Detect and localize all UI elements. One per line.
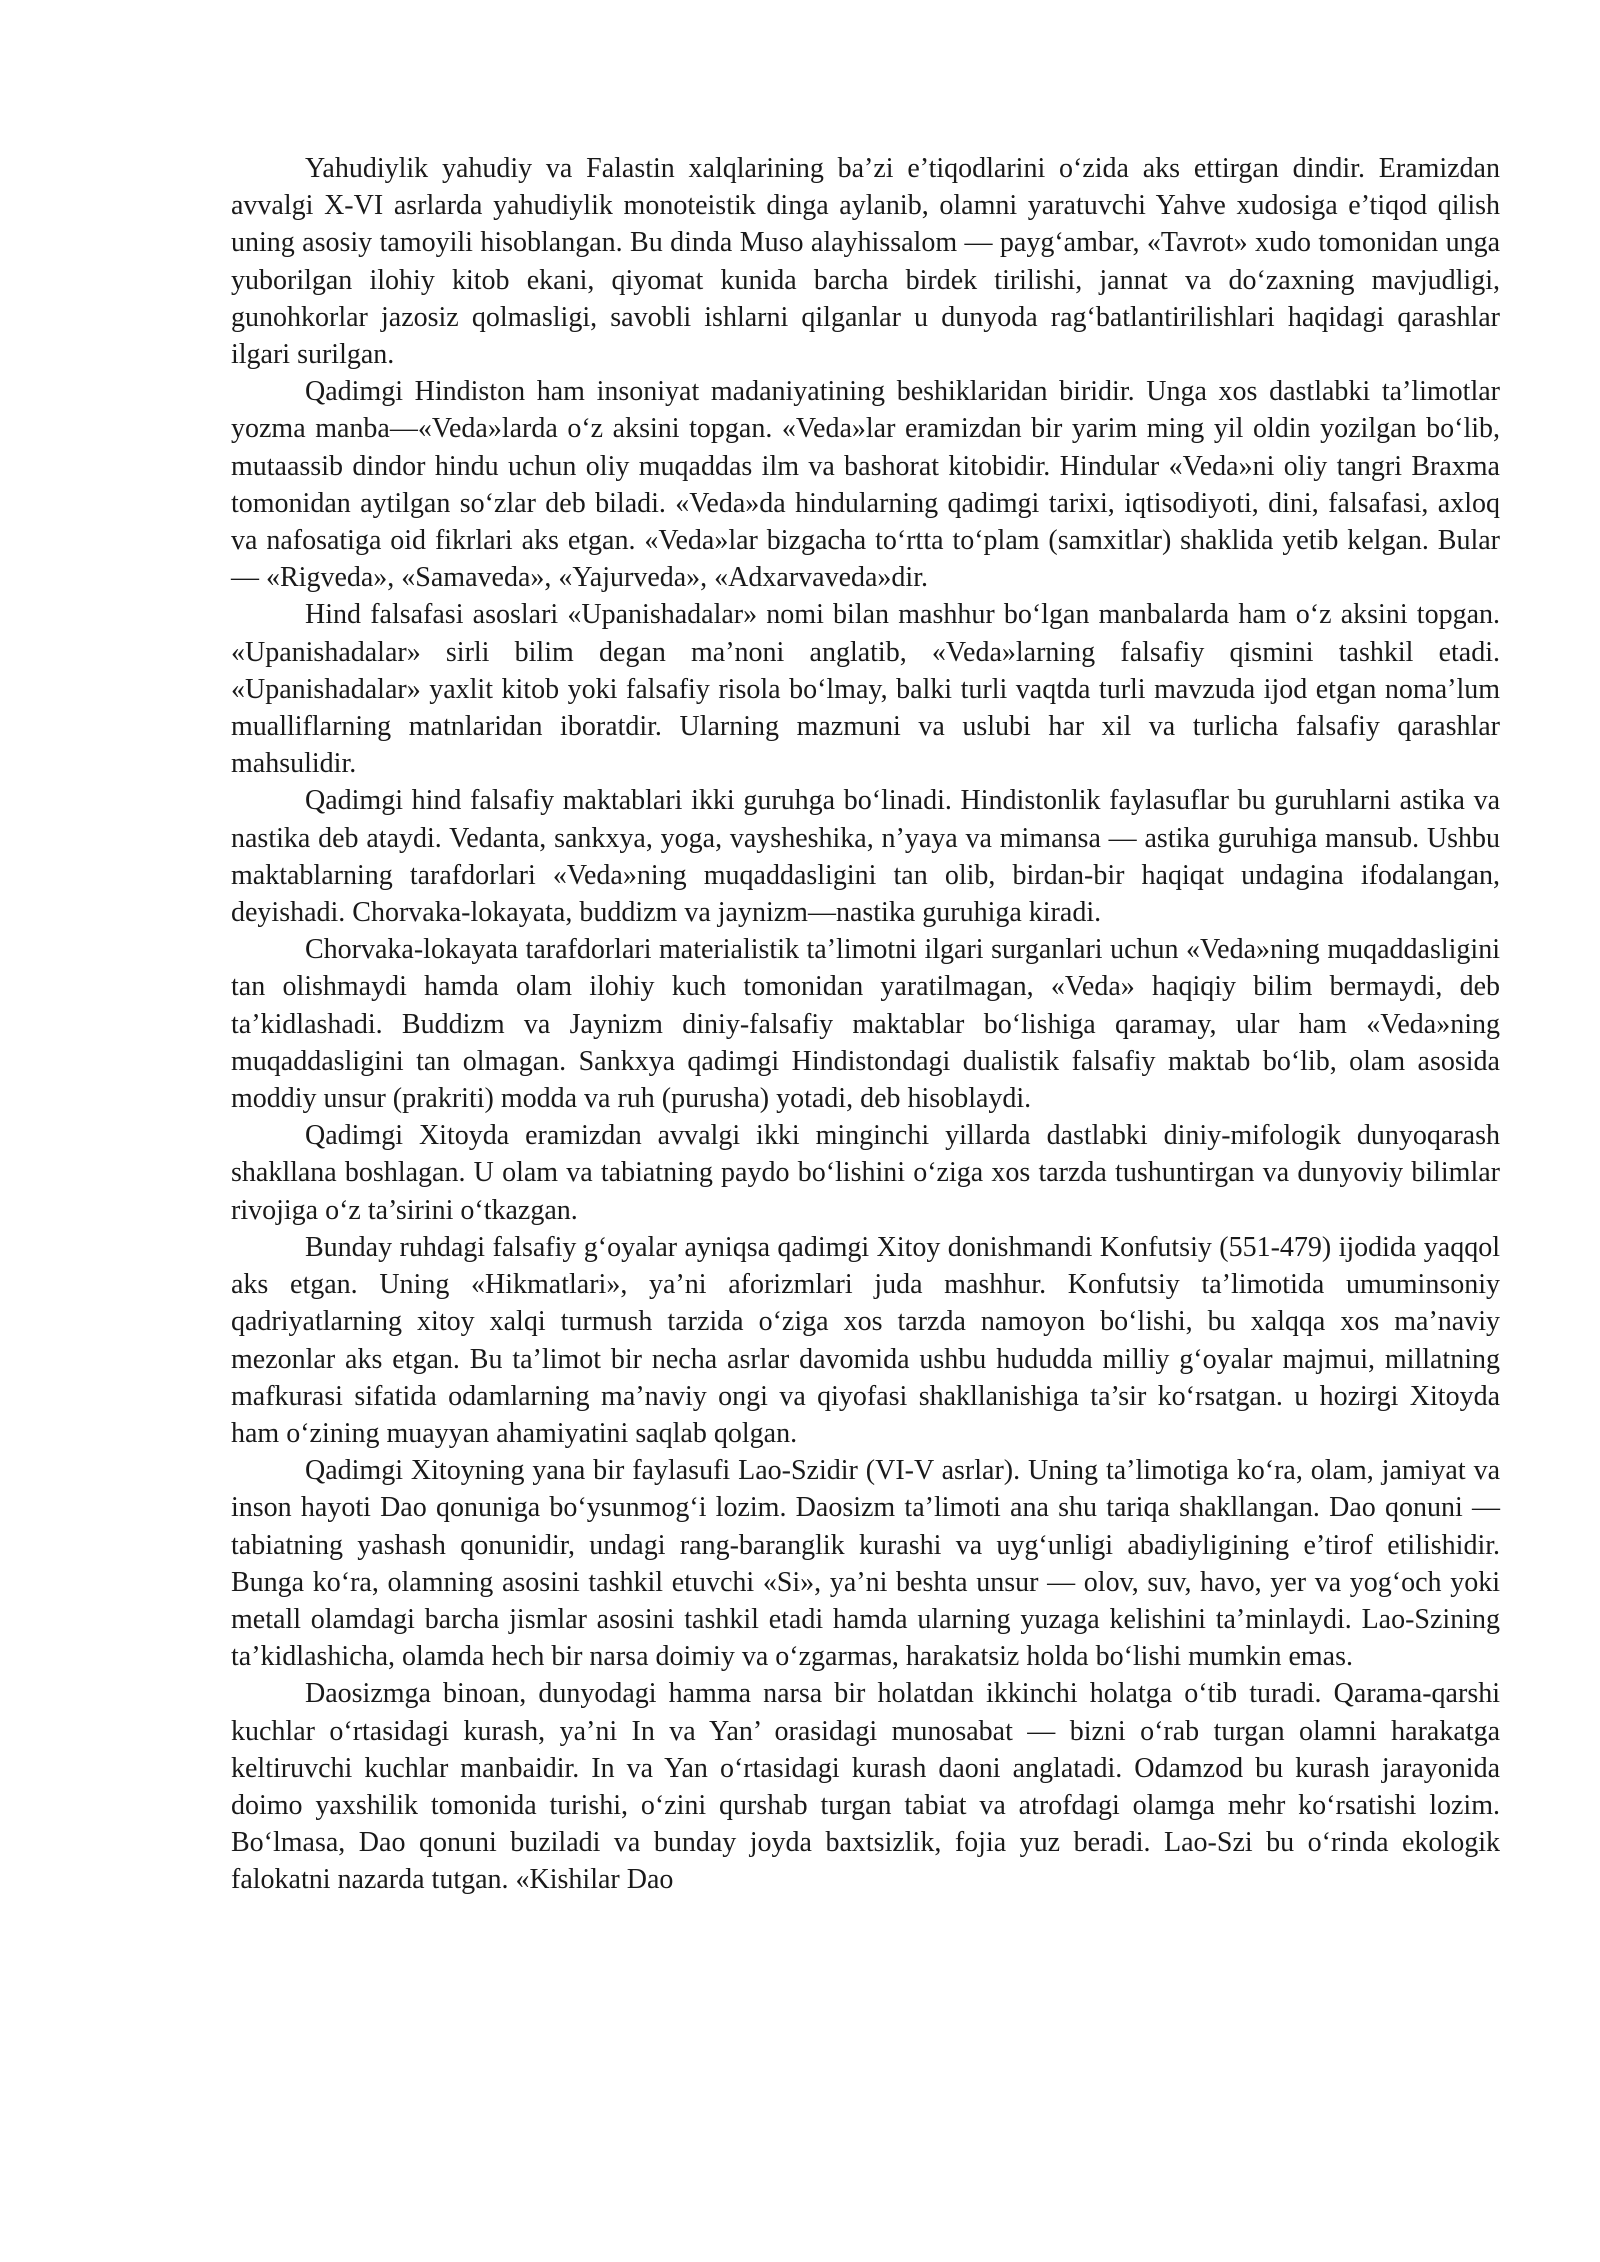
- paragraph-ancient-india: Qadimgi Hindiston ham insoniyat madaniyatining beshiklaridan biridir. Unga xos dastlabki ta’limotlar yozma manba—«Veda»larda o‘z aksini topgan. «Veda»lar eramizdan bir yarim ming yil oldin yozilgan bo‘lib, mutaassib dindor hindu uchun oliy muqaddas ilm va bashorat kitobidir. Hindular «Veda»ni oliy tangri Braxma tomonidan aytilgan so‘zlar deb biladi. «Veda»da hindularning qadimgi tarixi, iqtisodiyoti, dini, falsafasi, axloq va nafosatiga oid fikrlari aks etgan. «Veda»lar bizgacha to‘rtta to‘plam (samxitlar) shaklida yetib kelgan. Bular — «Rigveda», «Samaveda», «Yajurveda», «Adxarvaveda»dir.: [231, 376, 1500, 594]
- paragraph-judaism: Yahudiylik yahudiy va Falastin xalqlarining ba’zi e’tiqodlarini o‘zida aks ettirgan dindir. Eramizdan avvalgi X-VI asrlarda yahudiylik monoteistik dinga aylanib, olamni yaratuvchi Yahve xudosiga e’tiqod qilish uning asosiy tamoyili hisoblangan. Bu dinda Muso alayhissalom — payg‘ambar, «Tavrot» xudo tomonidan unga yuborilgan ilohiy kitob ekani, qiyomat kunida barcha birdek tirilishi, jannat va do‘zaxning mavjudligi, gunohkorlar jazosiz qolmasligi, savobli ishlarni qilganlar u dunyoda rag‘batlantirilishlari haqidagi qarashlar ilgari surilgan.: [231, 153, 1500, 371]
- paragraph-charvaka: Chorvaka-lokayata tarafdorlari materialistik ta’limotni ilgari surganlari uchun «Veda»ning muqaddasligini tan olishmaydi hamda olam ilohiy kuch tomonidan yaratilmagan, «Veda» haqiqiy bilim bermaydi, deb ta’kidlashadi. Buddizm va Jaynizm diniy-falsafiy maktablar bo‘lishiga qaramay, ular ham «Veda»ning muqaddasligini tan olmagan. Sankxya qadimgi Hindistondagi dualistik falsafiy maktab bo‘lib, olam asosida moddiy unsur (prakriti) modda va ruh (purusha) yotadi, deb hisoblaydi.: [231, 934, 1500, 1115]
- document-page: [231, 150, 1500, 1899]
- paragraph-lao-tzu: Qadimgi Xitoyning yana bir faylasufi Lao-Szidir (VI-V asrlar). Uning ta’limotiga ko‘ra, olam, jamiyat va inson hayoti Dao qonuniga bo‘ysunmog‘i lozim. Daosizm ta’limoti ana shu tariqa shakllangan. Dao qonuni — tabiatning yashash qonunidir, undagi rang-baranglik kurashi va uyg‘unligi abadiyligining e’tirof etilishidir. Bunga ko‘ra, olamning asosini tashkil etuvchi «Si», ya’ni beshta unsur — olov, suv, havo, yer va yog‘och yoki metall olamdagi barcha jismlar asosini tashkil etadi hamda ularning yuzaga kelishini ta’minlaydi. Lao-Szining ta’kidlashicha, olamda hech bir narsa doimiy va o‘zgarmas, harakatsiz holda bo‘lishi mumkin emas.: [231, 1455, 1500, 1673]
- paragraph-daoism: Daosizmga binoan, dunyodagi hamma narsa bir holatdan ikkinchi holatga o‘tib turadi. Qarama-qarshi kuchlar o‘rtasidagi kurash, ya’ni In va Yan’ orasidagi munosabat — bizni o‘rab turgan olamni harakatga keltiruvchi kuchlar manbaidir. In va Yan o‘rtasidagi kurash daoni anglatadi. Odamzod bu kurash jarayonida doimo yaxshilik tomonida turishi, o‘zini qurshab turgan tabiat va atrofdagi olamga mehr ko‘rsatishi lozim. Bo‘lmasa, Dao qonuni buziladi va bunday joyda baxtsizlik, fojia yuz beradi. Lao-Szi bu o‘rinda ekologik falokatni nazarda tutgan. «Kishilar Dao: [231, 1678, 1500, 1896]
- paragraph-indian-schools: Qadimgi hind falsafiy maktablari ikki guruhga bo‘linadi. Hindistonlik faylasuflar bu guruhlarni astika va nastika deb ataydi. Vedanta, sankxya, yoga, vaysheshika, n’yaya va mimansa — astika guruhiga mansub. Ushbu maktablarning tarafdorlari «Veda»ning muqaddasligini tan olib, birdan-bir haqiqat undagina ifodalangan, deyishadi. Chorvaka-lokayata, buddizm va jaynizm—nastika guruhiga kiradi.: [231, 785, 1500, 929]
- paragraph-ancient-china: Qadimgi Xitoyda eramizdan avvalgi ikki minginchi yillarda dastlabki diniy-mifologik dunyoqarash shakllana boshlagan. U olam va tabiatning paydo bo‘lishini o‘ziga xos tarzda tushuntirgan va dunyoviy bilimlar rivojiga o‘z ta’sirini o‘tkazgan.: [231, 1120, 1500, 1226]
- paragraph-confucius: Bunday ruhdagi falsafiy g‘oyalar ayniqsa qadimgi Xitoy donishmandi Konfutsiy (551-479) ijodida yaqqol aks etgan. Uning «Hikmatlari», ya’ni aforizmlari juda mashhur. Konfutsiy ta’limotida umuminsoniy qadriyatlarning xitoy xalqi turmush tarzida o‘ziga xos tarzda namoyon bo‘lishi, bu xalqqa xos ma’naviy mezonlar aks etgan. Bu ta’limot bir necha asrlar davomida ushbu hududda milliy g‘oyalar majmui, millatning mafkurasi sifatida odamlarning ma’naviy ongi va qiyofasi shakllanishiga ta’sir ko‘rsatgan. u hozirgi Xitoyda ham o‘zining muayyan ahamiyatini saqlab qolgan.: [231, 1231, 1500, 1449]
- paragraph-upanishads: Hind falsafasi asoslari «Upanishadalar» nomi bilan mashhur bo‘lgan manbalarda ham o‘z aksini topgan. «Upanishadalar» sirli bilim degan ma’noni anglatib, «Veda»larning falsafiy qismini tashkil etadi. «Upanishadalar» yaxlit kitob yoki falsafiy risola bo‘lmay, balki turli vaqtda turli mavzuda ijod etgan noma’lum mualliflarning matnlaridan iboratdir. Ularning mazmuni va uslubi har xil va turlicha falsafiy qarashlar mahsulidir.: [231, 599, 1500, 780]
